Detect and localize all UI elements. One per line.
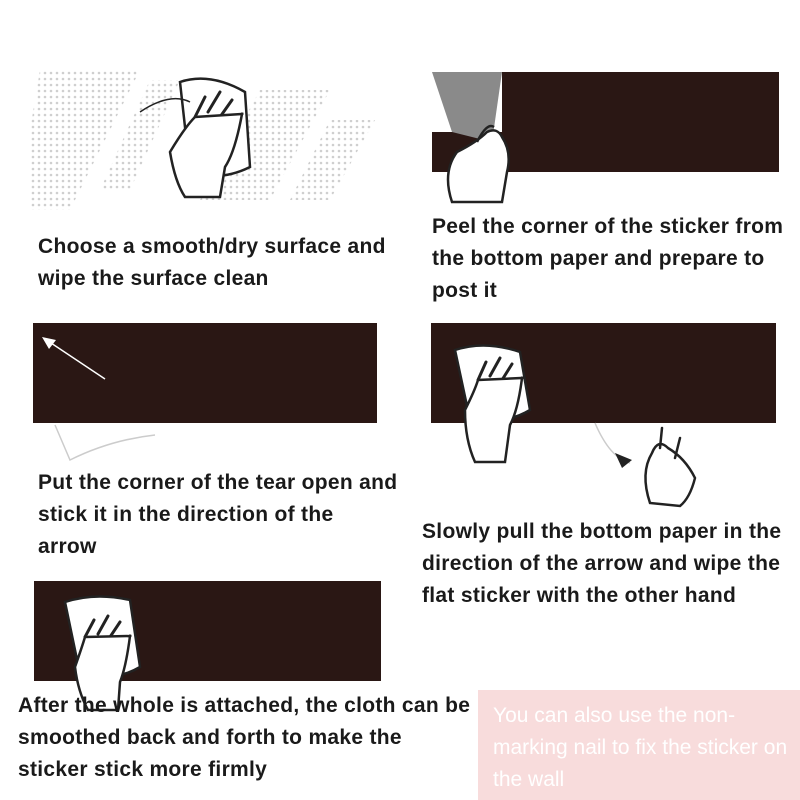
arrow-icon: [40, 335, 120, 385]
step-2-caption: Peel the corner of the sticker from the bottom paper and prepare to post it: [432, 215, 784, 302]
hand-pulling-icon: [590, 418, 705, 508]
step-3-caption: Put the corner of the tear open and stick it in the direction of the arrow: [38, 471, 398, 558]
hand-peeling-icon: [432, 72, 532, 202]
hand-wiping-icon-step-4: [450, 340, 540, 465]
step-4-caption: Slowly pull the bottom paper in the direction of the arrow and wipe the flat sticker with the other hand: [422, 520, 782, 607]
step-5-caption: After the whole is attached, the cloth can be smoothed back and forth to make the sticker stick more firmly: [18, 694, 471, 781]
peeled-paper-graphic: [55, 420, 165, 470]
hand-wiping-icon: [150, 72, 270, 202]
tip-text: You can also use the non-marking nail to fix the sticker on the wall: [493, 704, 788, 791]
step-1-caption: Choose a smooth/dry surface and wipe the surface clean: [38, 235, 386, 290]
